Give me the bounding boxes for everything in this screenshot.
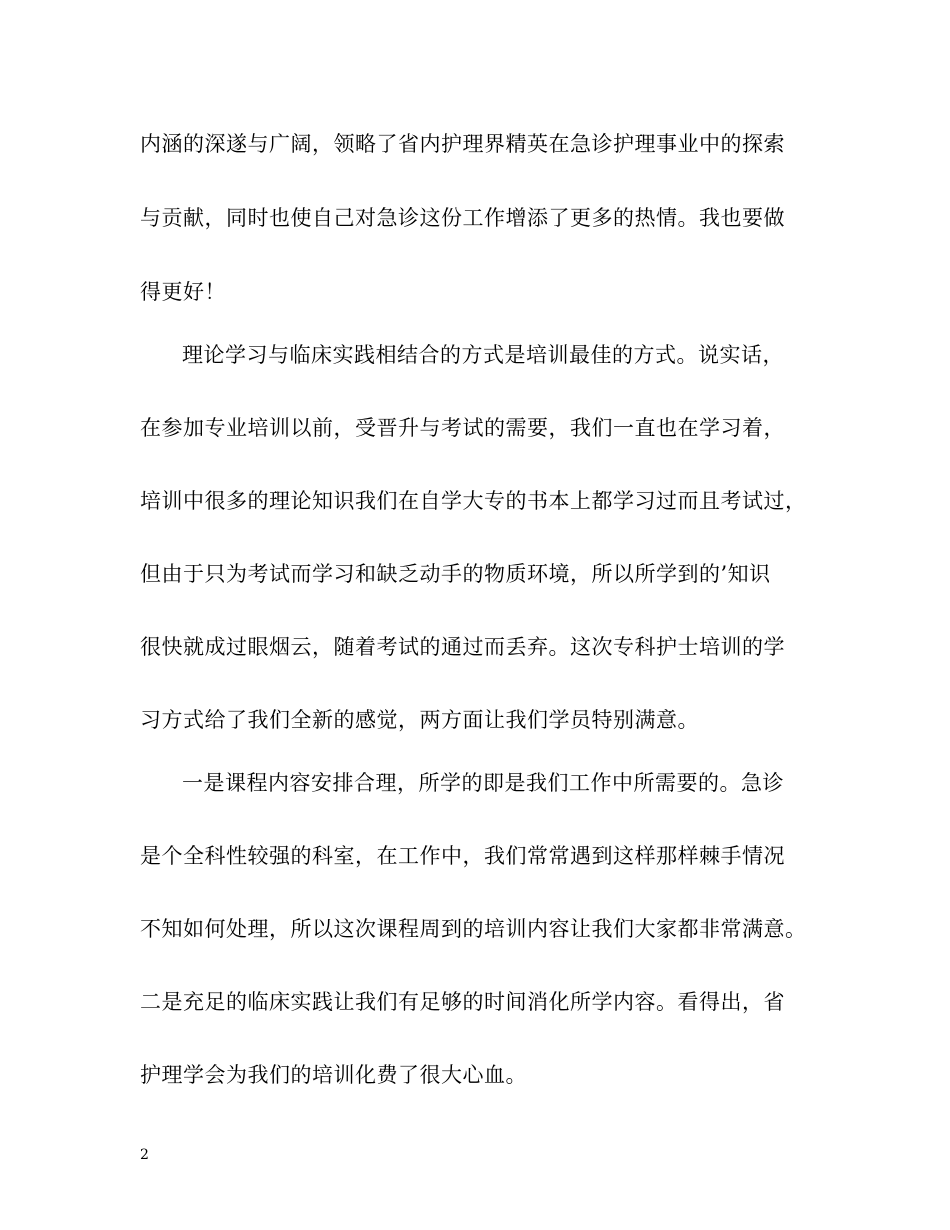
paragraph-first-line: 一是课程内容安排合理，所学的即是我们工作中所需要的。急诊 (182, 771, 784, 795)
text-line: 得更好！ (140, 280, 226, 304)
text-line: 内涵的深遂与广阔，领略了省内护理界精英在急诊护理事业中的探索 (140, 132, 785, 156)
text-line: 是个全科性较强的科室，在工作中，我们常常遇到这样那样棘手情况 (140, 844, 785, 868)
text-line: 培训中很多的理论知识我们在自学大专的书本上都学习过而且考试过， (140, 489, 807, 513)
text-line: 在参加专业培训以前，受晋升与考试的需要，我们一直也在学习着， (140, 416, 785, 440)
text-line: 护理学会为我们的培训化费了很大心血。 (140, 1063, 527, 1087)
text-line: 二是充足的临床实践让我们有足够的时间消化所学内容。看得出，省 (140, 990, 785, 1014)
text-line: 不知如何处理，所以这次课程周到的培训内容让我们大家都非常满意。 (140, 917, 807, 941)
text-line: 与贡献，同时也使自己对急诊这份工作增添了更多的热情。我也要做 (140, 206, 785, 230)
paragraph-first-line: 理论学习与临床实践相结合的方式是培训最佳的方式。说实话， (182, 343, 784, 367)
text-line: 很快就成过眼烟云，随着考试的通过而丢弃。这次专科护士培训的学 (140, 635, 785, 659)
text-line: 但由于只为考试而学习和缺乏动手的物质环境，所以所学到的’知识 (140, 562, 771, 586)
page-number: 2 (140, 1147, 149, 1163)
text-line: 习方式给了我们全新的感觉，两方面让我们学员特别满意。 (140, 708, 699, 732)
